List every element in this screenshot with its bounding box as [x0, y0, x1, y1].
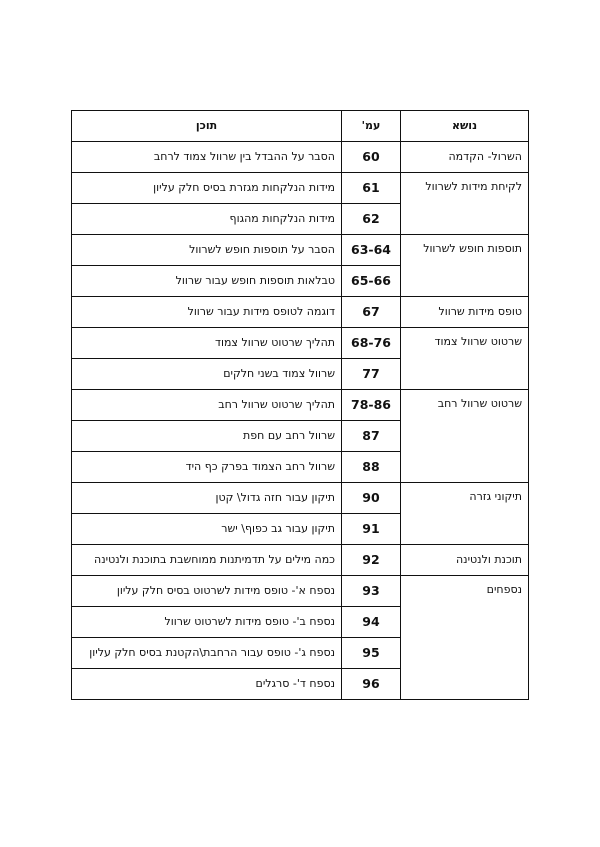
page-number-cell: 78-86 [342, 390, 401, 421]
header-page: עמ' [342, 111, 401, 142]
table-row [72, 173, 529, 204]
table-row [72, 328, 529, 359]
content-cell: דוגמה לטופס מידות עבור שרוול [72, 297, 342, 328]
page-number-cell: 95 [342, 638, 401, 669]
table-row [72, 297, 529, 328]
page-number-cell: 96 [342, 669, 401, 700]
topic-cell: טופס מידות שרוול [401, 297, 529, 328]
page-number-cell: 87 [342, 421, 401, 452]
page-number-cell: 94 [342, 607, 401, 638]
page-number-cell: 63-64 [342, 235, 401, 266]
topic-cell: שרטוט שרוול צמוד [401, 328, 529, 390]
page-number-cell: 61 [342, 173, 401, 204]
header-content: תוכן [72, 111, 342, 142]
topic-cell: תוספות חופש לשרוול [401, 235, 529, 297]
page-number-cell: 88 [342, 452, 401, 483]
page-number-cell: 77 [342, 359, 401, 390]
content-cell: תיקון עבור גב כפוף\ ישר [72, 514, 342, 545]
content-cell: נספח א'- טופס מידות לשרטוט בסיס חלק עליון [72, 576, 342, 607]
page-number-cell: 93 [342, 576, 401, 607]
page-number-cell: 67 [342, 297, 401, 328]
content-cell: טבלאות תוספות חופש עבור שרוול [72, 266, 342, 297]
page-number-cell: 92 [342, 545, 401, 576]
table-row [72, 142, 529, 173]
table-body [72, 142, 529, 700]
topic-cell: תיקוני גזרה [401, 483, 529, 545]
content-cell: הסבר על תוספות חופש לשרוול [72, 235, 342, 266]
page-number-cell: 62 [342, 204, 401, 235]
content-cell: שרוול צמוד בשני חלקים [72, 359, 342, 390]
content-cell: הסבר על ההבדל בין שרוול צמוד לרחב [72, 142, 342, 173]
topic-cell: נספחים [401, 576, 529, 700]
table-row [72, 545, 529, 576]
content-cell: מידות הנלקחות מגזרת בסיס חלק עליון [72, 173, 342, 204]
content-cell: שרוול רחב הצמוד בפרק כף היד [72, 452, 342, 483]
table-row [72, 390, 529, 421]
page-number-cell: 60 [342, 142, 401, 173]
topic-cell: שרטוט שרוול רחב [401, 390, 529, 483]
topic-cell: תוכנת ולנטינה [401, 545, 529, 576]
content-cell: תיקון עבור חזה גדול\ קטן [72, 483, 342, 514]
content-cell: נספח ג'- טופס עבור הרחבת\הקטנת בסיס חלק עליון [72, 638, 342, 669]
table-row [72, 235, 529, 266]
content-cell: נספח ד'- סרגלים [72, 669, 342, 700]
page-number-cell: 65-66 [342, 266, 401, 297]
table-row [72, 576, 529, 607]
page-number-cell: 91 [342, 514, 401, 545]
table-row [72, 483, 529, 514]
content-cell: כמה מילים על תדמיתנות ממוחשבת בתוכנת ולנטינה [72, 545, 342, 576]
topic-cell: השרול- הקדמה [401, 142, 529, 173]
content-cell: נספח ב'- טופס מידות לשרטוט שרוול [72, 607, 342, 638]
content-cell: תהליך שרטוט שרוול צמוד [72, 328, 342, 359]
content-cell: תהליך שרטוט שרוול רחב [72, 390, 342, 421]
header-row [72, 111, 529, 142]
content-cell: שרוול רחב עם חפת [72, 421, 342, 452]
topic-cell: לקיחת מידות לשרוול [401, 173, 529, 235]
content-cell: מידות הנלקחות מהגוף [72, 204, 342, 235]
table-of-contents [71, 110, 529, 700]
page-number-cell: 68-76 [342, 328, 401, 359]
page-number-cell: 90 [342, 483, 401, 514]
header-topic: נושא [401, 111, 529, 142]
